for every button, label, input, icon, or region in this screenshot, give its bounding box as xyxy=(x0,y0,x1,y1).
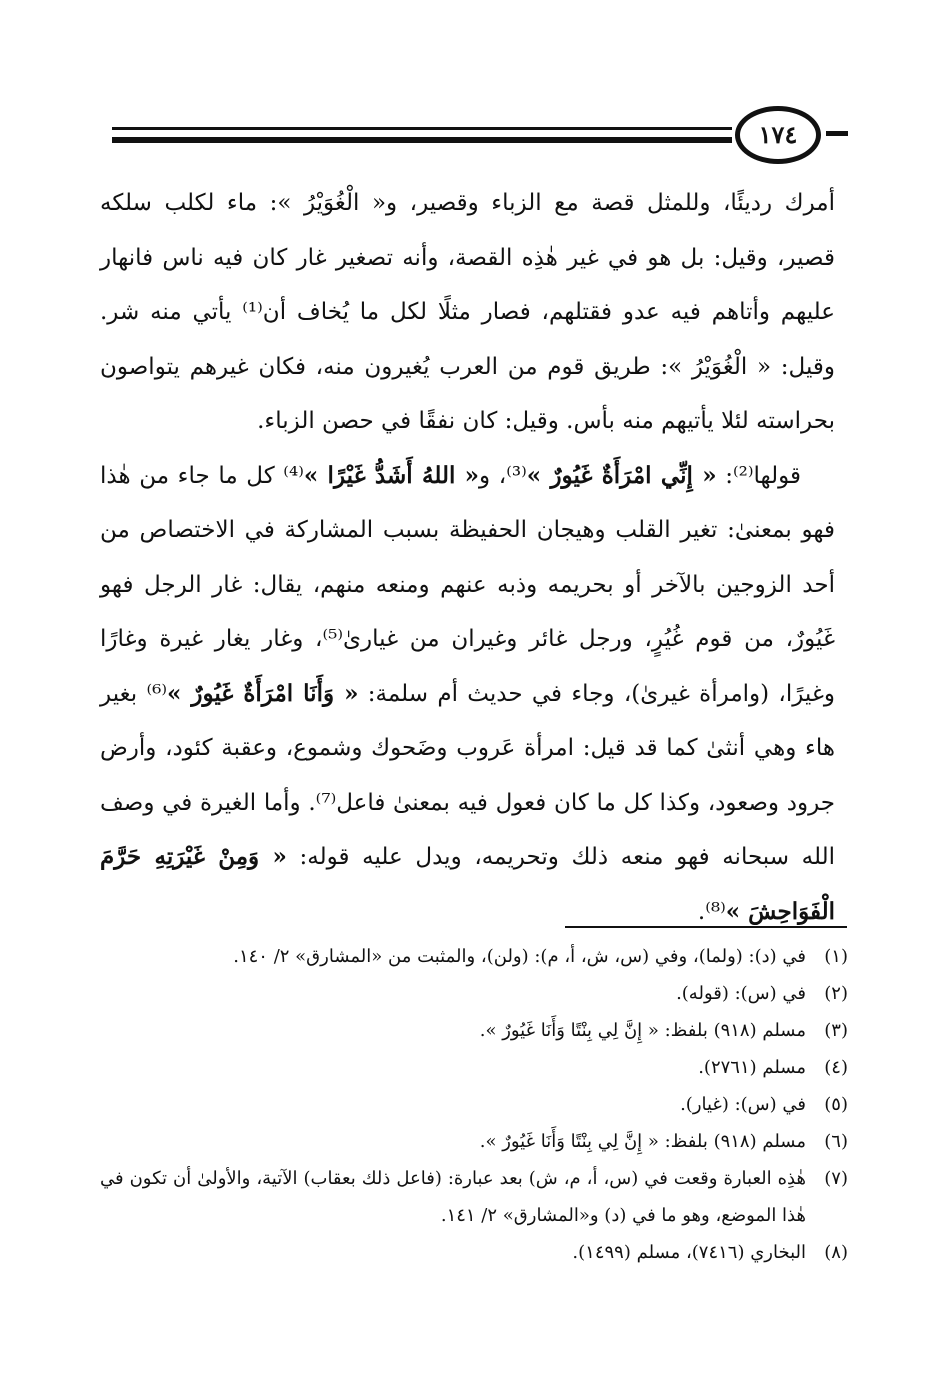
footnote-number: (٤) xyxy=(824,1057,848,1078)
header-rule-tail xyxy=(826,131,848,136)
page-number-badge xyxy=(735,106,821,164)
p2-after-q1: ⁽³⁾، و xyxy=(479,462,527,489)
footnote-text: في (س): (غيار). xyxy=(680,1094,806,1115)
quote-ghayratihi: « وَمِنْ غَيْرَتِهِ حَرَّمَ الْفَوَاحِشَ » xyxy=(100,843,835,925)
page-header xyxy=(0,0,941,170)
footnote-1 xyxy=(100,938,848,975)
footnote-text: في (س): (قوله). xyxy=(676,983,806,1004)
footnote-text: مسلم (٢٧٦١). xyxy=(698,1057,806,1078)
p2-end: ⁽⁸⁾. xyxy=(697,898,726,925)
quote-allah-ashadd: « اللهُ أَشَدُّ غَيْرًا » xyxy=(303,461,480,489)
footnote-3 xyxy=(100,1012,848,1049)
footnote-7 xyxy=(100,1160,848,1234)
paragraph-1: أمرك رديئًا، وللمثل قصة مع الزباء وقصير، و« الْغُوَيْرُ »: ماء لكلب سلكه قصير، وقيل: بل هو في غير هٰذِه القصة، وأنه تصغير غار كان فيه ناس فانهار عليهم وأتاهم فيه عدو فقتلهم، فصار مثلًا لكل ما يُخاف أن⁽¹⁾ يأتي منه شر. وقيل: « الْغُوَيْرُ »: طريق قوم من العرب يُغيرون منه، فكان غيرهم يتواصون بحراسته لئلا يأتيهم منه بأس. وقيل: كان نفقًا في حصن الزباء. xyxy=(100,190,835,434)
quote-umm-salama: « وَأَنَا امْرَأَةٌ غَيُورٌ » xyxy=(166,679,359,707)
footnote-text: مسلم (٩١٨) بلفظ: « إِنَّ لِي بِنْتًا وَأَنَا غَيُورٌ ». xyxy=(479,1020,806,1041)
p2-rest: ⁽⁶⁾ بغير هاء وهي أنثىٰ كما قد قيل: امرأة عَروب وضَحوك وشموع، وعقبة كئود، وأرض جرود وصعود، وكذا كل ما كان فعول فيه بمعنىٰ فاعل⁽⁷⁾. وأما الغيرة في وصف الله سبحانه فهو منعه ذلك وتحريمه، ويدل عليه قوله: xyxy=(100,680,836,870)
p2-intro: قولها⁽²⁾: xyxy=(716,462,801,489)
footnote-text: البخاري (٧٤١٦)، مسلم (١٤٩٩). xyxy=(572,1242,806,1263)
footnote-text: مسلم (٩١٨) بلفظ: « إِنَّ لِي بِنْتًا وَأَنَا غَيُورٌ ». xyxy=(479,1131,806,1152)
footnote-number: (٦) xyxy=(824,1131,848,1152)
header-rule-thick xyxy=(112,137,732,143)
footnote-2 xyxy=(100,975,848,1012)
main-text xyxy=(100,176,835,939)
paragraph-2 xyxy=(100,449,835,940)
quote-imraa-ghayur: « إِنِّي امْرَأَةٌ غَيُورٌ » xyxy=(526,461,717,489)
footnote-text: في (د): (ولما)، وفي (س، ش، أ، م): (ولن)، والمثبت من «المشارق» ٢/ ١٤٠. xyxy=(233,946,806,967)
footnotes xyxy=(100,938,848,1271)
footnote-number: (٢) xyxy=(824,983,848,1004)
footnote-number: (٨) xyxy=(824,1242,848,1263)
header-rule-thin xyxy=(112,127,732,130)
footnote-4 xyxy=(100,1049,848,1086)
footnote-8 xyxy=(100,1234,848,1271)
footnote-number: (١) xyxy=(824,946,848,967)
page-number: ١٧٤ xyxy=(758,120,798,149)
footnote-separator xyxy=(565,926,847,928)
footnote-text: هٰذِه العبارة وقعت في (س، أ، م، ش) بعد عبارة: (فاعل ذلك بعقاب) الآتية، والأولىٰ أن تكون في هٰذا الموضع، وهو ما في (د) و«المشارق» ٢/ ١٤١. xyxy=(100,1168,806,1226)
footnote-number: (٧) xyxy=(824,1168,848,1189)
footnote-number: (٣) xyxy=(824,1020,848,1041)
footnote-6 xyxy=(100,1123,848,1160)
footnote-number: (٥) xyxy=(824,1094,848,1115)
p2-after-q2: ⁽⁴⁾ كل ما جاء من هٰذا فهو بمعنىٰ: تغير القلب وهيجان الحفيظة بسبب المشاركة في الاختصاص من أحد الزوجين بالآخر أو بحريمه وذبه عنهم ومنعه منهم، يقال: غار الرجل فهو غَيُورٌ، من قوم غُيُرٍ، ورجل غائر وغيران من غيارىٰ⁽⁵⁾، وغار يغار غيرة وغارًا وغيرًا، (وامرأة غيرىٰ)، وجاء في حديث أم سلمة: xyxy=(100,462,836,707)
footnote-5 xyxy=(100,1086,848,1123)
